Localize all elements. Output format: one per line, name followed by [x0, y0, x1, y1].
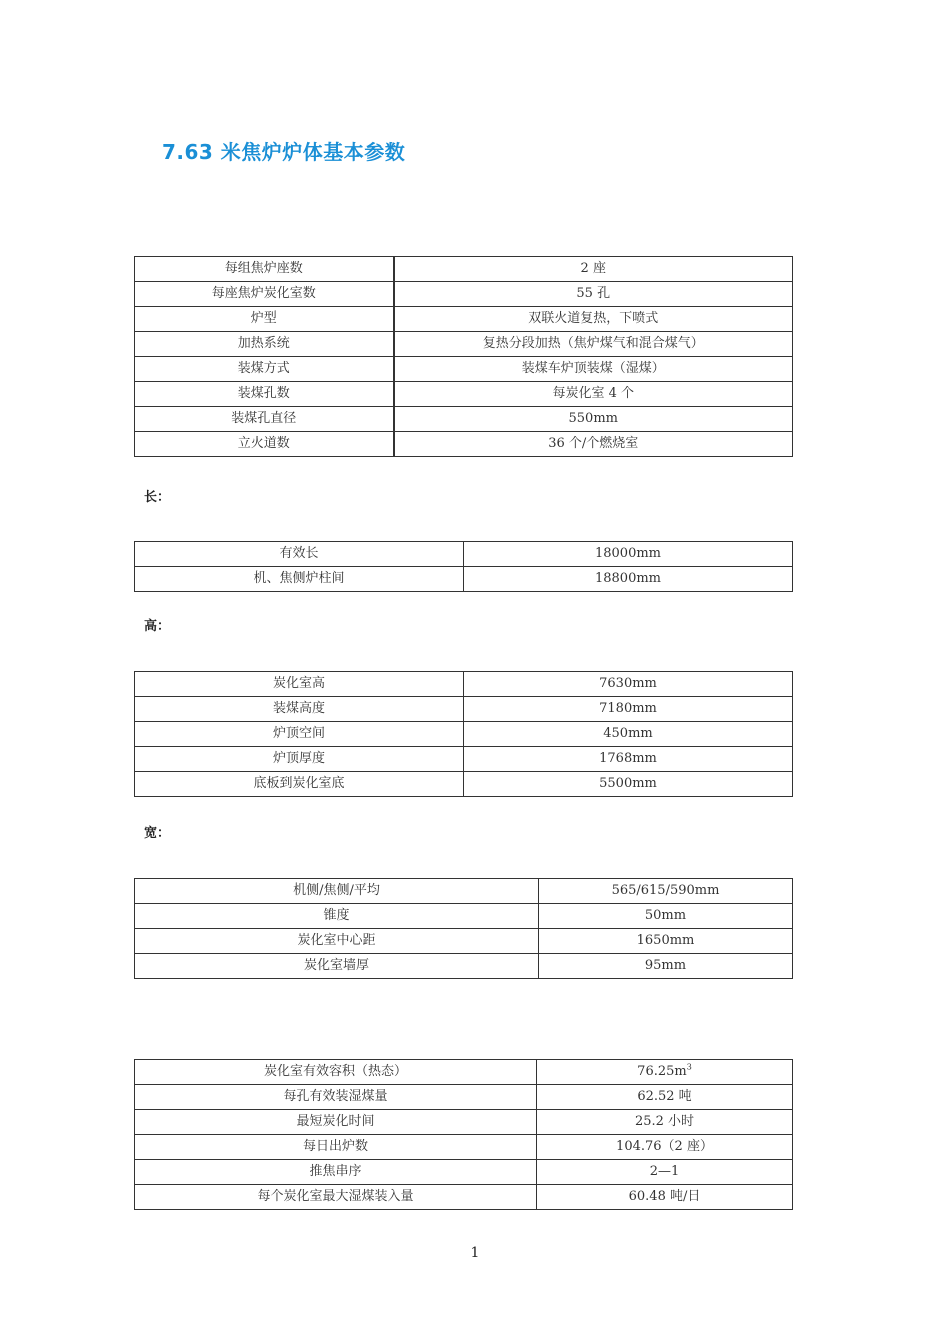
other-params-table — [134, 1059, 793, 1210]
param-value: 7180mm — [464, 697, 793, 722]
table-row — [135, 1160, 793, 1185]
table-row — [135, 282, 793, 307]
param-value: 25.2 小时 — [537, 1110, 793, 1135]
basic-params-table — [134, 256, 793, 457]
table-row — [135, 747, 793, 772]
table-row — [135, 382, 793, 407]
section-label-length: 长： — [144, 490, 171, 505]
superscript: 3 — [686, 1062, 692, 1072]
param-name: 底板到炭化室底 — [135, 772, 464, 797]
param-value — [537, 1060, 793, 1085]
page-title: 7.63 米焦炉炉体基本参数 — [162, 140, 406, 164]
param-value: 50mm — [539, 904, 793, 929]
table-row — [135, 722, 793, 747]
param-name: 每组焦炉座数 — [135, 257, 394, 282]
param-name: 炉型 — [135, 307, 394, 332]
length-table — [134, 541, 793, 592]
param-name: 装煤孔数 — [135, 382, 394, 407]
param-value: 复热分段加热（焦炉煤气和混合煤气） — [394, 332, 793, 357]
param-name: 炭化室中心距 — [135, 929, 539, 954]
param-name: 推焦串序 — [135, 1160, 537, 1185]
table-row — [135, 1085, 793, 1110]
param-name: 机侧/焦侧/平均 — [135, 879, 539, 904]
param-name: 每个炭化室最大湿煤装入量 — [135, 1185, 537, 1210]
param-value: 104.76（2 座） — [537, 1135, 793, 1160]
param-value: 双联火道复热，下喷式 — [394, 307, 793, 332]
table-row — [135, 1135, 793, 1160]
table-row — [135, 879, 793, 904]
param-name: 每孔有效装湿煤量 — [135, 1085, 537, 1110]
param-name: 加热系统 — [135, 332, 394, 357]
param-name: 装煤高度 — [135, 697, 464, 722]
table-row — [135, 432, 793, 457]
param-name: 每座焦炉炭化室数 — [135, 282, 394, 307]
table-row — [135, 567, 793, 592]
param-value: 7630mm — [464, 672, 793, 697]
param-name: 炭化室有效容积（热态） — [135, 1060, 537, 1085]
param-value: 2 座 — [394, 257, 793, 282]
table-row — [135, 357, 793, 382]
param-value: 18000mm — [464, 542, 793, 567]
table-row — [135, 542, 793, 567]
section-label-height: 高： — [144, 619, 171, 634]
table-row — [135, 1110, 793, 1135]
param-value: 1768mm — [464, 747, 793, 772]
param-value: 60.48 吨/日 — [537, 1185, 793, 1210]
table-row — [135, 772, 793, 797]
param-value: 565/615/590mm — [539, 879, 793, 904]
param-name: 立火道数 — [135, 432, 394, 457]
param-value: 36 个/个燃烧室 — [394, 432, 793, 457]
table-row — [135, 672, 793, 697]
height-table — [134, 671, 793, 797]
table-row — [135, 307, 793, 332]
table-row — [135, 929, 793, 954]
param-name: 炭化室墙厚 — [135, 954, 539, 979]
param-value: 装煤车炉顶装煤（湿煤） — [394, 357, 793, 382]
param-value: 18800mm — [464, 567, 793, 592]
param-name: 装煤方式 — [135, 357, 394, 382]
param-name: 机、焦侧炉柱间 — [135, 567, 464, 592]
table-row — [135, 407, 793, 432]
param-name: 装煤孔直径 — [135, 407, 394, 432]
param-value-text: 76.25m — [637, 1064, 687, 1079]
param-value: 1650mm — [539, 929, 793, 954]
param-name: 炭化室高 — [135, 672, 464, 697]
param-value: 62.52 吨 — [537, 1085, 793, 1110]
param-value: 2—1 — [537, 1160, 793, 1185]
table-row — [135, 954, 793, 979]
table-row — [135, 1185, 793, 1210]
section-label-width: 宽： — [144, 826, 171, 841]
param-value: 550mm — [394, 407, 793, 432]
table-row — [135, 1060, 793, 1085]
table-row — [135, 257, 793, 282]
param-name: 锥度 — [135, 904, 539, 929]
param-name: 有效长 — [135, 542, 464, 567]
param-value: 每炭化室 4 个 — [394, 382, 793, 407]
param-name: 每日出炉数 — [135, 1135, 537, 1160]
param-name: 炉顶空间 — [135, 722, 464, 747]
param-value: 5500mm — [464, 772, 793, 797]
width-table — [134, 878, 793, 979]
page-number: 1 — [470, 1245, 480, 1261]
table-row — [135, 904, 793, 929]
param-name: 炉顶厚度 — [135, 747, 464, 772]
table-row — [135, 332, 793, 357]
param-value: 450mm — [464, 722, 793, 747]
param-value: 55 孔 — [394, 282, 793, 307]
param-name: 最短炭化时间 — [135, 1110, 537, 1135]
param-value: 95mm — [539, 954, 793, 979]
table-row — [135, 697, 793, 722]
